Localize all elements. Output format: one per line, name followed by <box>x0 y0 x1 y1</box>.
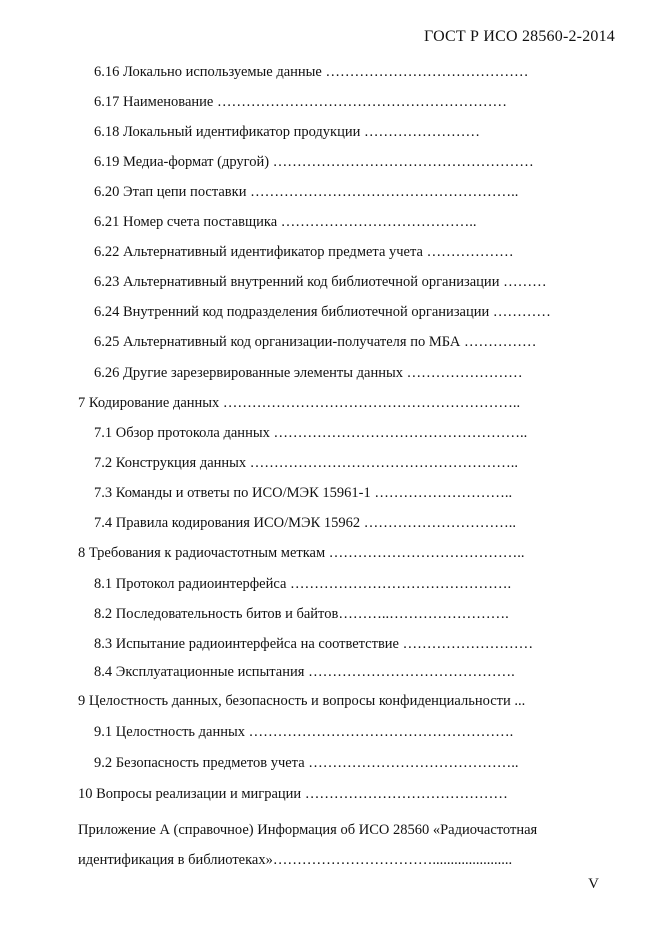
toc-leader-dots: …………………………………………………….. <box>219 395 521 411</box>
toc-leader-dots: …………………… <box>360 124 481 140</box>
toc-title: Обзор протокола данных <box>115 425 270 441</box>
toc-appendix-entry[interactable] <box>78 815 537 875</box>
toc-title: Требования к радиочастотным меткам <box>88 545 326 561</box>
toc-leader-dots: ………..……………………. <box>338 606 509 622</box>
toc-leader-dots: …………………………………… <box>321 64 529 80</box>
toc-number: 7 <box>78 395 86 411</box>
toc-entry[interactable] <box>94 273 547 291</box>
toc-entry[interactable] <box>94 93 507 111</box>
toc-leader-dots: ……………………….. <box>370 485 513 501</box>
toc-leader-dots: ………………………………….. <box>277 214 477 230</box>
page-number: V <box>588 876 599 892</box>
toc-title: Команды и ответы по ИСО/МЭК 15961-1 <box>115 485 371 501</box>
toc-number: 10 <box>78 786 93 802</box>
toc-leader-dots: …………………………………………….. <box>269 425 528 441</box>
toc-entry[interactable] <box>94 754 519 772</box>
toc-title: Последовательность битов и байтов <box>115 606 339 622</box>
toc-number: 6.24 <box>94 304 120 320</box>
toc-title: Локальный идентификатор продукции <box>123 124 361 140</box>
toc-leader-dots: ………………………………….. <box>325 545 525 561</box>
toc-number: 6.21 <box>94 214 120 230</box>
toc-leader-dots: ... <box>510 693 526 709</box>
toc-leader-dots: …………… <box>460 334 537 350</box>
toc-number: 8.3 <box>94 636 113 652</box>
toc-leader-dots: …………………………………… <box>301 786 508 802</box>
toc-leader-dots: ………………………………………. <box>286 576 512 592</box>
toc-number: 6.25 <box>94 334 120 350</box>
toc-number: 8.4 <box>94 664 113 680</box>
toc-leader-dots: ………………………….. <box>360 515 517 531</box>
toc-title: Наименование <box>123 94 214 110</box>
toc-title: Альтернативный внутренний код библиотечной организации <box>123 274 500 290</box>
toc-number: 7.4 <box>94 515 113 531</box>
toc-entry[interactable] <box>94 123 480 141</box>
toc-leader-dots: ……………………………………………….. <box>246 184 519 200</box>
toc-title: Конструкция данных <box>115 455 247 471</box>
toc-section[interactable] <box>78 544 525 562</box>
toc-entry[interactable] <box>94 605 509 623</box>
toc-title: Испытание радиоинтерфейса на соответствие <box>115 636 399 652</box>
toc-entry[interactable] <box>94 635 533 653</box>
toc-number: 6.18 <box>94 124 120 140</box>
toc-title: Кодирование данных <box>88 395 220 411</box>
toc-number: 8 <box>78 545 86 561</box>
toc-number: 6.17 <box>94 94 120 110</box>
toc-entry[interactable] <box>94 63 529 81</box>
toc-entry[interactable] <box>94 424 527 442</box>
toc-number: 9 <box>78 693 86 709</box>
toc-entry[interactable] <box>94 183 518 201</box>
toc-title: Альтернативный код организации-получателя по МБА <box>123 334 461 350</box>
toc-title: Целостность данных, безопасность и вопросы конфиденциальности <box>88 693 511 709</box>
toc-number: 6.20 <box>94 184 120 200</box>
toc-section[interactable] <box>78 394 520 412</box>
toc-title: Медиа-формат (другой) <box>123 154 270 170</box>
toc-section[interactable] <box>78 692 525 710</box>
toc-title: Внутренний код подразделения библиотечной организации <box>123 304 490 320</box>
toc-number: 6.16 <box>94 64 120 80</box>
toc-number: 9.2 <box>94 755 113 771</box>
toc-entry[interactable] <box>94 243 514 261</box>
toc-leader-dots: ……………………………………………… <box>269 154 534 170</box>
toc-title: Эксплуатационные испытания <box>115 664 305 680</box>
toc-number: 6.23 <box>94 274 120 290</box>
toc-number: 7.3 <box>94 485 113 501</box>
toc-entry[interactable] <box>94 333 536 351</box>
toc-title: Безопасность предметов учета <box>115 755 305 771</box>
toc-entry[interactable] <box>94 153 534 171</box>
toc-leader-dots: ………………………………………………. <box>244 724 514 740</box>
toc-entry[interactable] <box>94 575 511 593</box>
toc-entry[interactable] <box>94 663 515 681</box>
toc-title: Целостность данных <box>115 724 245 740</box>
toc-number: 6.26 <box>94 365 120 381</box>
toc-title: Другие зарезервированные элементы данных <box>123 365 403 381</box>
toc-leader-dots: ……………………………………. <box>304 664 515 680</box>
appendix-line-1: Приложение А (справочное) Информация об ИСО 28560 «Радиочастотная <box>78 822 538 838</box>
toc-entry[interactable] <box>94 454 518 472</box>
document-header: ГОСТ Р ИСО 28560-2-2014 <box>424 28 615 45</box>
toc-entry[interactable] <box>94 303 551 321</box>
toc-number: 9.1 <box>94 724 113 740</box>
toc-leader-dots: …………………………………….. <box>304 755 519 771</box>
toc-title: Номер счета поставщика <box>123 214 278 230</box>
toc-entry[interactable] <box>94 364 523 382</box>
toc-number: 8.2 <box>94 606 113 622</box>
toc-leader-dots: ……… <box>499 274 547 290</box>
toc-leader-dots: …………………………………………………… <box>213 94 507 110</box>
toc-leader-dots: …………………… <box>402 365 523 381</box>
toc-title: Локально используемые данные <box>123 64 322 80</box>
toc-entry[interactable] <box>94 514 516 532</box>
toc-leader-dots: ………… <box>489 304 551 320</box>
toc-number: 7.1 <box>94 425 113 441</box>
toc-entry[interactable] <box>94 723 513 741</box>
toc-number: 8.1 <box>94 576 113 592</box>
toc-number: 6.22 <box>94 244 120 260</box>
toc-number: 6.19 <box>94 154 120 170</box>
toc-leader-dots: ……………………… <box>399 636 534 652</box>
toc-title: Альтернативный идентификатор предмета учета <box>123 244 423 260</box>
toc-number: 7.2 <box>94 455 113 471</box>
toc-entry[interactable] <box>94 213 477 231</box>
toc-title: Вопросы реализации и миграции <box>96 786 302 802</box>
toc-leader-dots: ……………… <box>422 244 514 260</box>
toc-title: Этап цепи поставки <box>123 184 247 200</box>
toc-leader-dots: ……………………………………………….. <box>246 455 519 471</box>
appendix-line-2: идентификация в библиотеках»……………………………...................... <box>78 852 513 868</box>
toc-title: Протокол радиоинтерфейса <box>115 576 287 592</box>
toc-section[interactable] <box>78 785 508 803</box>
toc-title: Правила кодирования ИСО/МЭК 15962 <box>115 515 361 531</box>
toc-entry[interactable] <box>94 484 512 502</box>
